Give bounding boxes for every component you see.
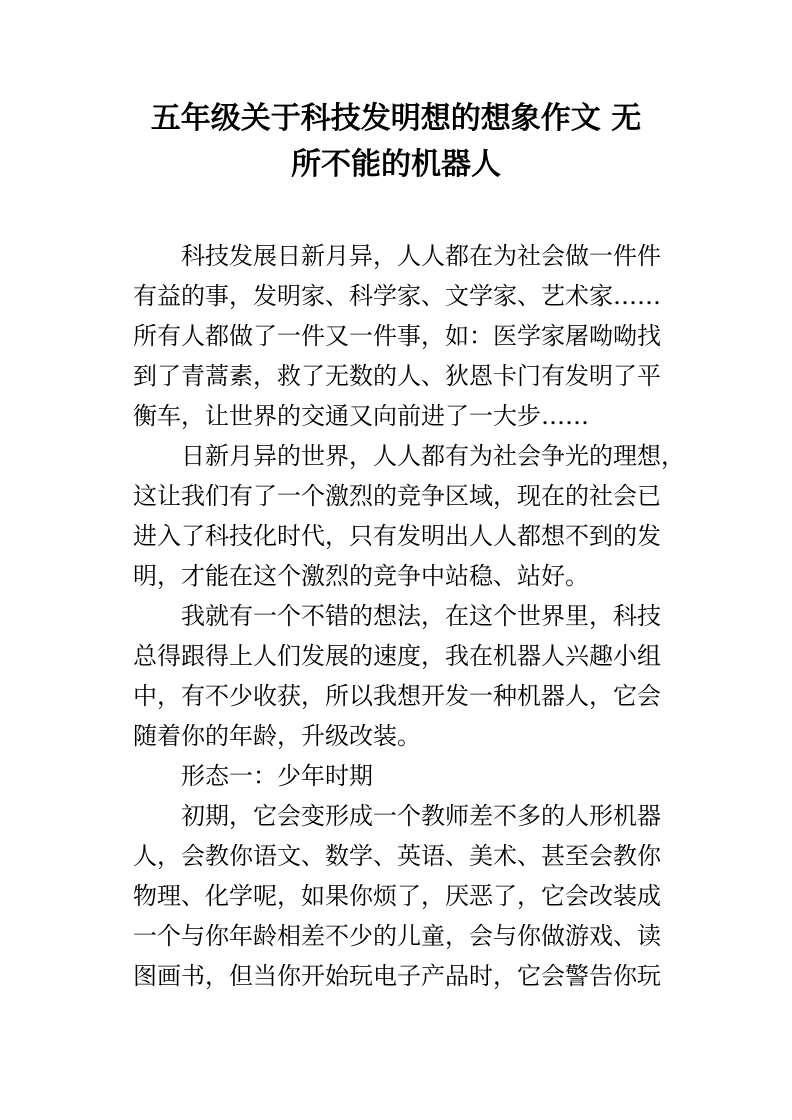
title-line-1: 五年级关于科技发明想的想象作文 无 — [150, 101, 642, 136]
text-line: 科技发展日新月异，人人都在为社会做一件件 — [181, 242, 661, 270]
text-line: 形态一：少年时期 — [181, 762, 373, 790]
text-line: 所有人都做了一件又一件事，如：医学家屠呦呦找 — [133, 322, 661, 350]
title-line-2: 所不能的机器人 — [291, 147, 501, 182]
text-line: 一个与你年龄相差不少的儿童，会与你做游戏、读 — [133, 922, 661, 950]
text-line: 总得跟得上人们发展的速度，我在机器人兴趣小组 — [133, 642, 661, 670]
document-title — [120, 96, 672, 188]
text-line: 这让我们有了一个激烈的竞争区域，现在的社会已 — [133, 482, 661, 510]
text-line: 日新月异的世界，人人都有为社会争光的理想， — [181, 442, 685, 470]
document-body — [133, 236, 685, 996]
text-line: 随着你的年龄，升级改装。 — [133, 722, 421, 750]
text-line: 有益的事，发明家、科学家、文学家、艺术家…… — [133, 282, 661, 310]
text-line: 物理、化学呢，如果你烦了，厌恶了，它会改装成 — [133, 882, 661, 910]
text-line: 明，才能在这个激烈的竞争中站稳、站好。 — [133, 562, 589, 590]
text-line: 衡车，让世界的交通又向前进了一大步…… — [133, 402, 589, 430]
text-line: 到了青蒿素，救了无数的人、狄恩卡门有发明了平 — [133, 362, 661, 390]
text-line: 我就有一个不错的想法，在这个世界里，科技 — [181, 602, 661, 630]
text-line: 进入了科技化时代，只有发明出人人都想不到的发 — [133, 522, 661, 550]
text-line: 初期，它会变形成一个教师差不多的人形机器 — [181, 802, 661, 830]
text-line: 中，有不少收获，所以我想开发一种机器人，它会 — [133, 682, 661, 710]
text-line: 图画书，但当你开始玩电子产品时，它会警告你玩 — [133, 962, 661, 990]
text-line: 人，会教你语文、数学、英语、美术、甚至会教你 — [133, 842, 661, 870]
